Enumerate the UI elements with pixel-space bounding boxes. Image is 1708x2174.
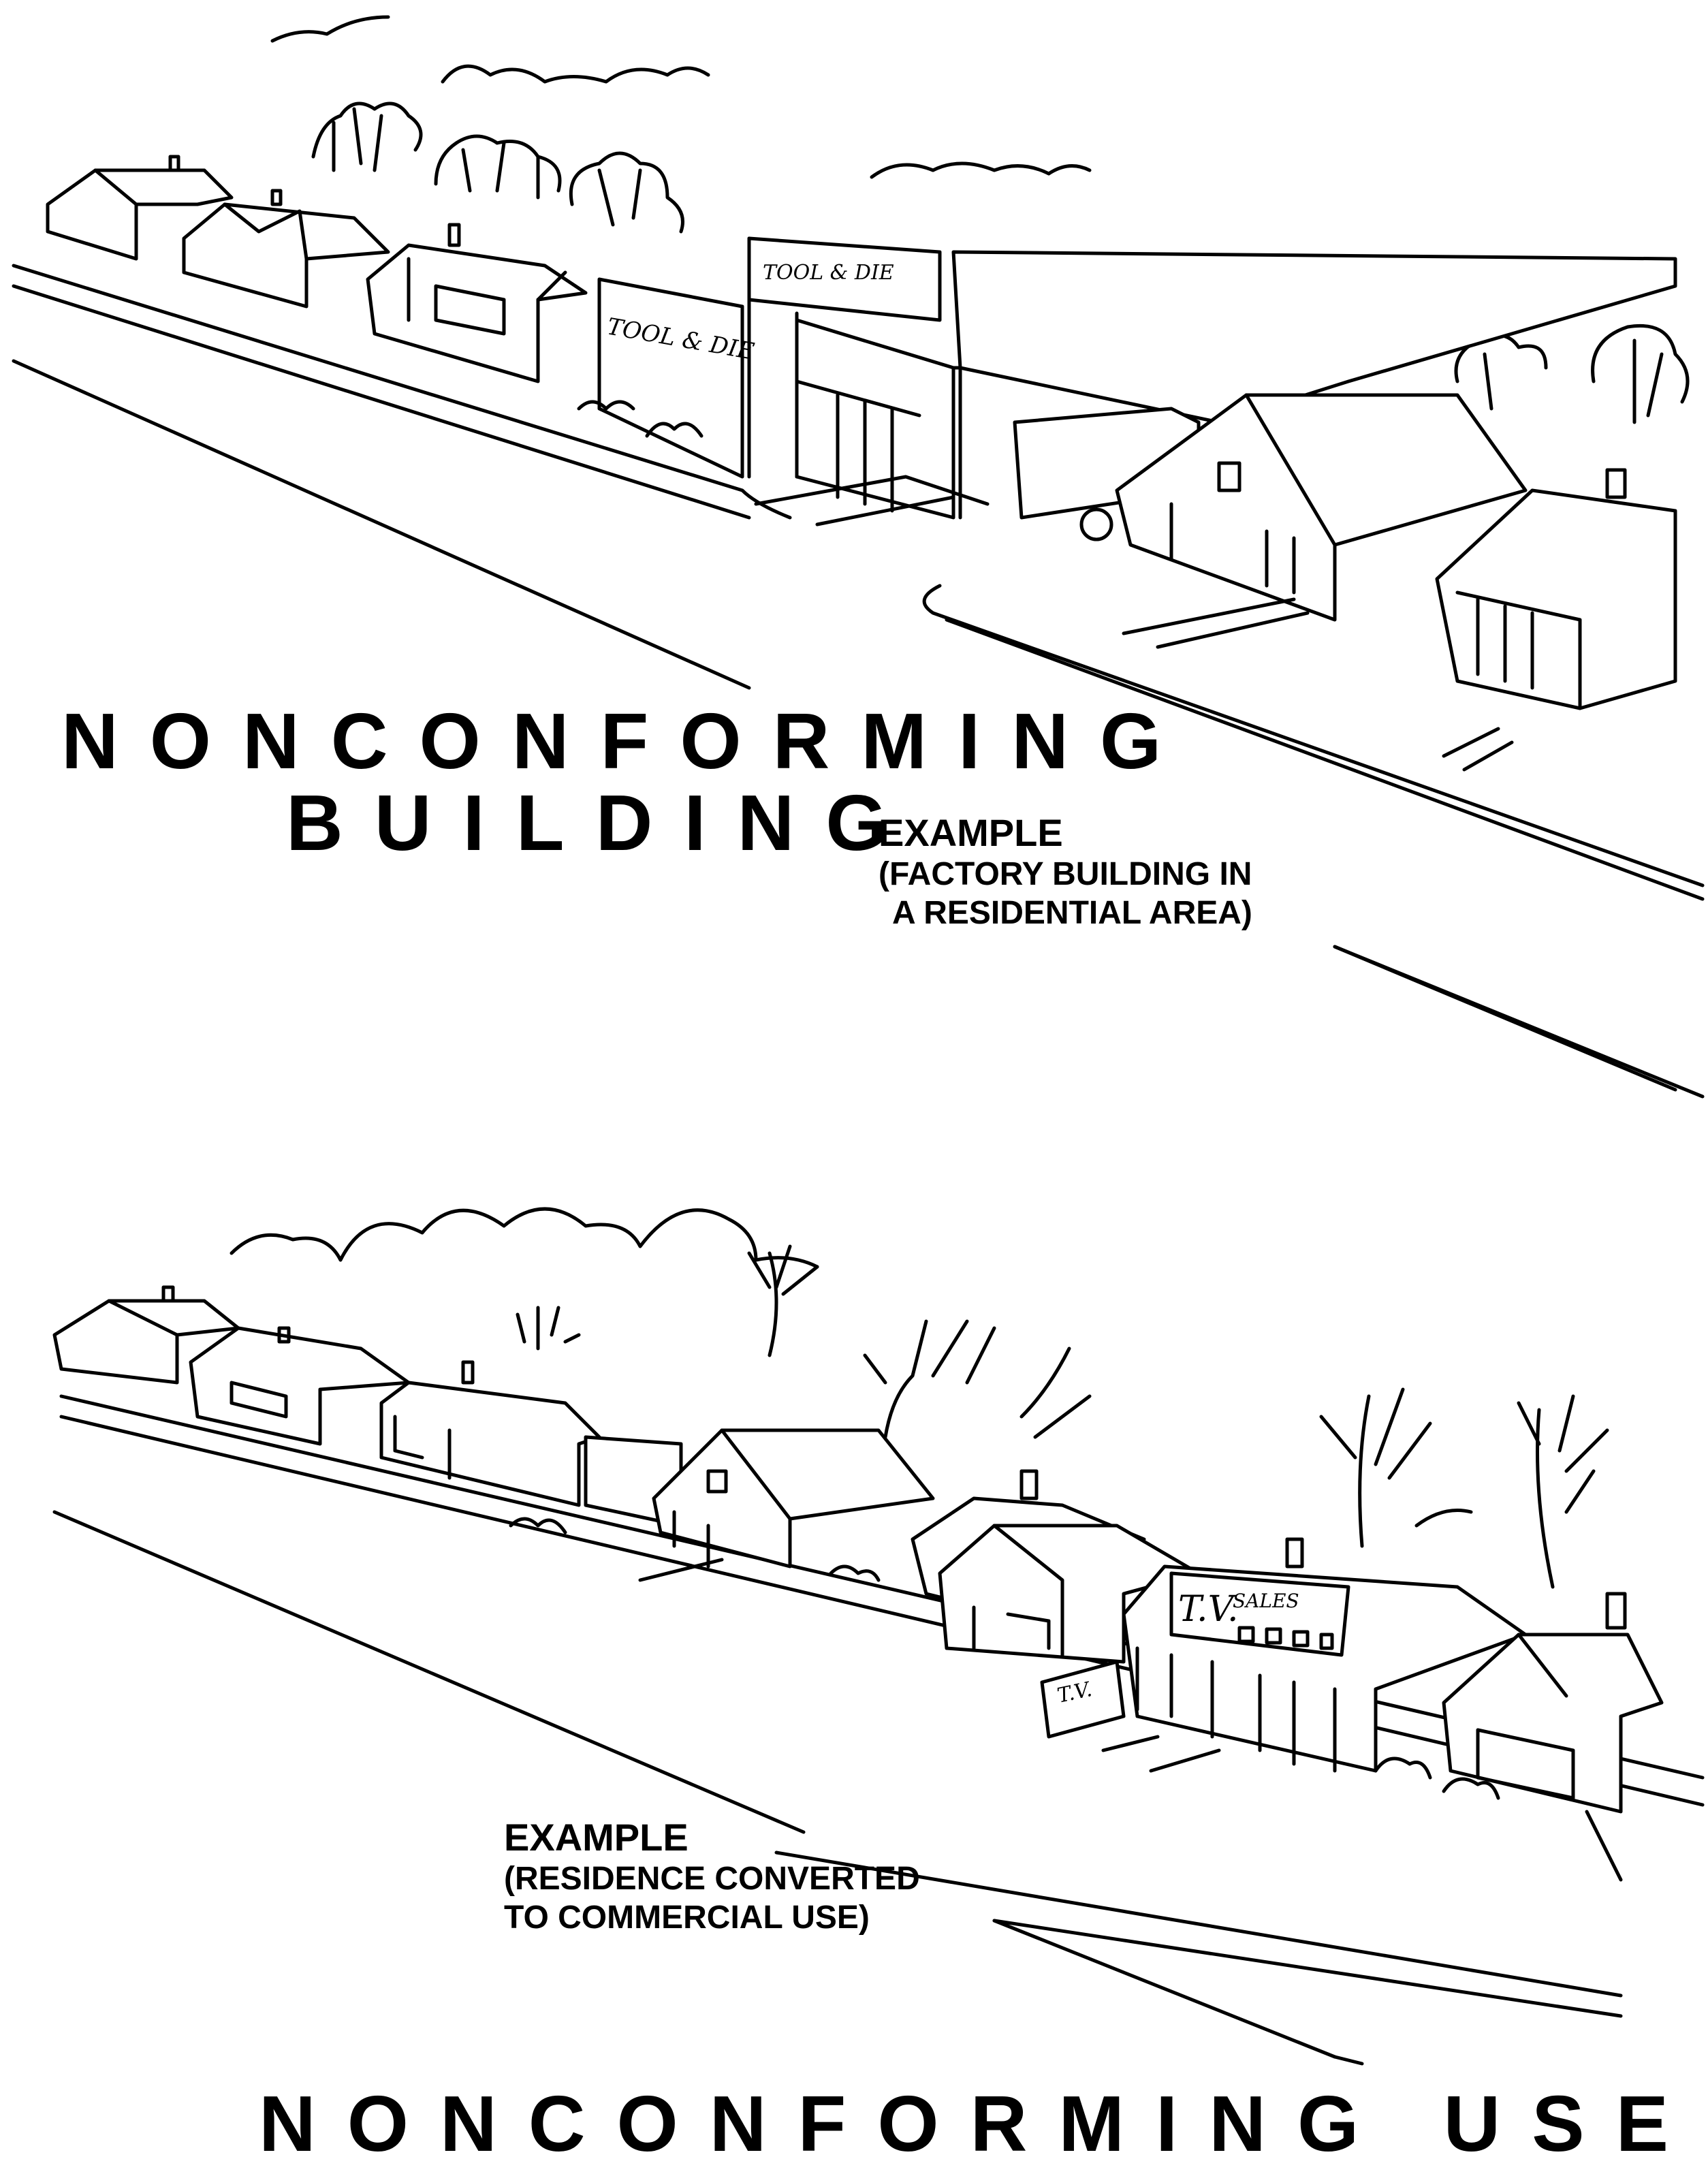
store-sign-small-text: SALES (1233, 1590, 1299, 1612)
title-building: BUILDING (286, 778, 919, 867)
cloud-outline (232, 1209, 817, 1267)
tree (313, 104, 421, 170)
factory-example-caption (879, 810, 1252, 932)
example-line-1: (FACTORY BUILDING IN (879, 856, 1252, 893)
house-3 (368, 245, 586, 381)
tree (571, 153, 682, 232)
example-heading: EXAMPLE (879, 811, 1063, 854)
house-right-2 (1437, 490, 1675, 708)
factory-side-wall (599, 279, 742, 477)
tree (1321, 1389, 1471, 1546)
caption-line (1335, 947, 1675, 1090)
residence-example-caption (504, 1815, 920, 1937)
tree (518, 1308, 579, 1349)
street-edge (994, 1921, 1621, 2016)
tree (1519, 1396, 1607, 1587)
title-nonconforming-use: NONCONFORMING USE (259, 2079, 1700, 2168)
nonconforming-use-illustration (0, 1117, 1708, 2174)
tv-store-chimney (1287, 1539, 1302, 1566)
store-sign-big-text: T.V. (1178, 1589, 1239, 1630)
tree (1593, 326, 1688, 422)
factory-front-wall (797, 320, 953, 518)
street-edge (1335, 2057, 1362, 2064)
cloud-scribble (872, 163, 1090, 177)
residential-street-drawing (0, 1117, 1708, 2174)
example-line-2: TO COMMERCIAL USE) (504, 1899, 870, 1936)
yard-sign-text: T.V. (1055, 1677, 1094, 1708)
cloud-scribble (443, 66, 708, 82)
wall-sign-text: TOOL & DIE (605, 313, 757, 366)
tree (436, 136, 560, 198)
tree (1022, 1349, 1090, 1437)
caption-line (994, 1921, 1335, 2057)
house-5-chimney (1022, 1471, 1037, 1498)
cloud-scribble (272, 17, 388, 41)
example-line-2: A RESIDENTIAL AREA) (892, 894, 1252, 931)
tree (865, 1321, 994, 1437)
example-line-1: (RESIDENCE CONVERTED (504, 1861, 920, 1897)
example-heading: EXAMPLE (504, 1816, 689, 1859)
street-edge (54, 1512, 804, 1832)
house-3 (381, 1383, 599, 1505)
title-nonconforming: NONCONFORMING (61, 697, 1193, 785)
house-2 (191, 1328, 409, 1444)
truck-wheel (1081, 509, 1111, 539)
house-4 (654, 1430, 933, 1566)
roof-sign-text: TOOL & DIE (763, 261, 894, 285)
